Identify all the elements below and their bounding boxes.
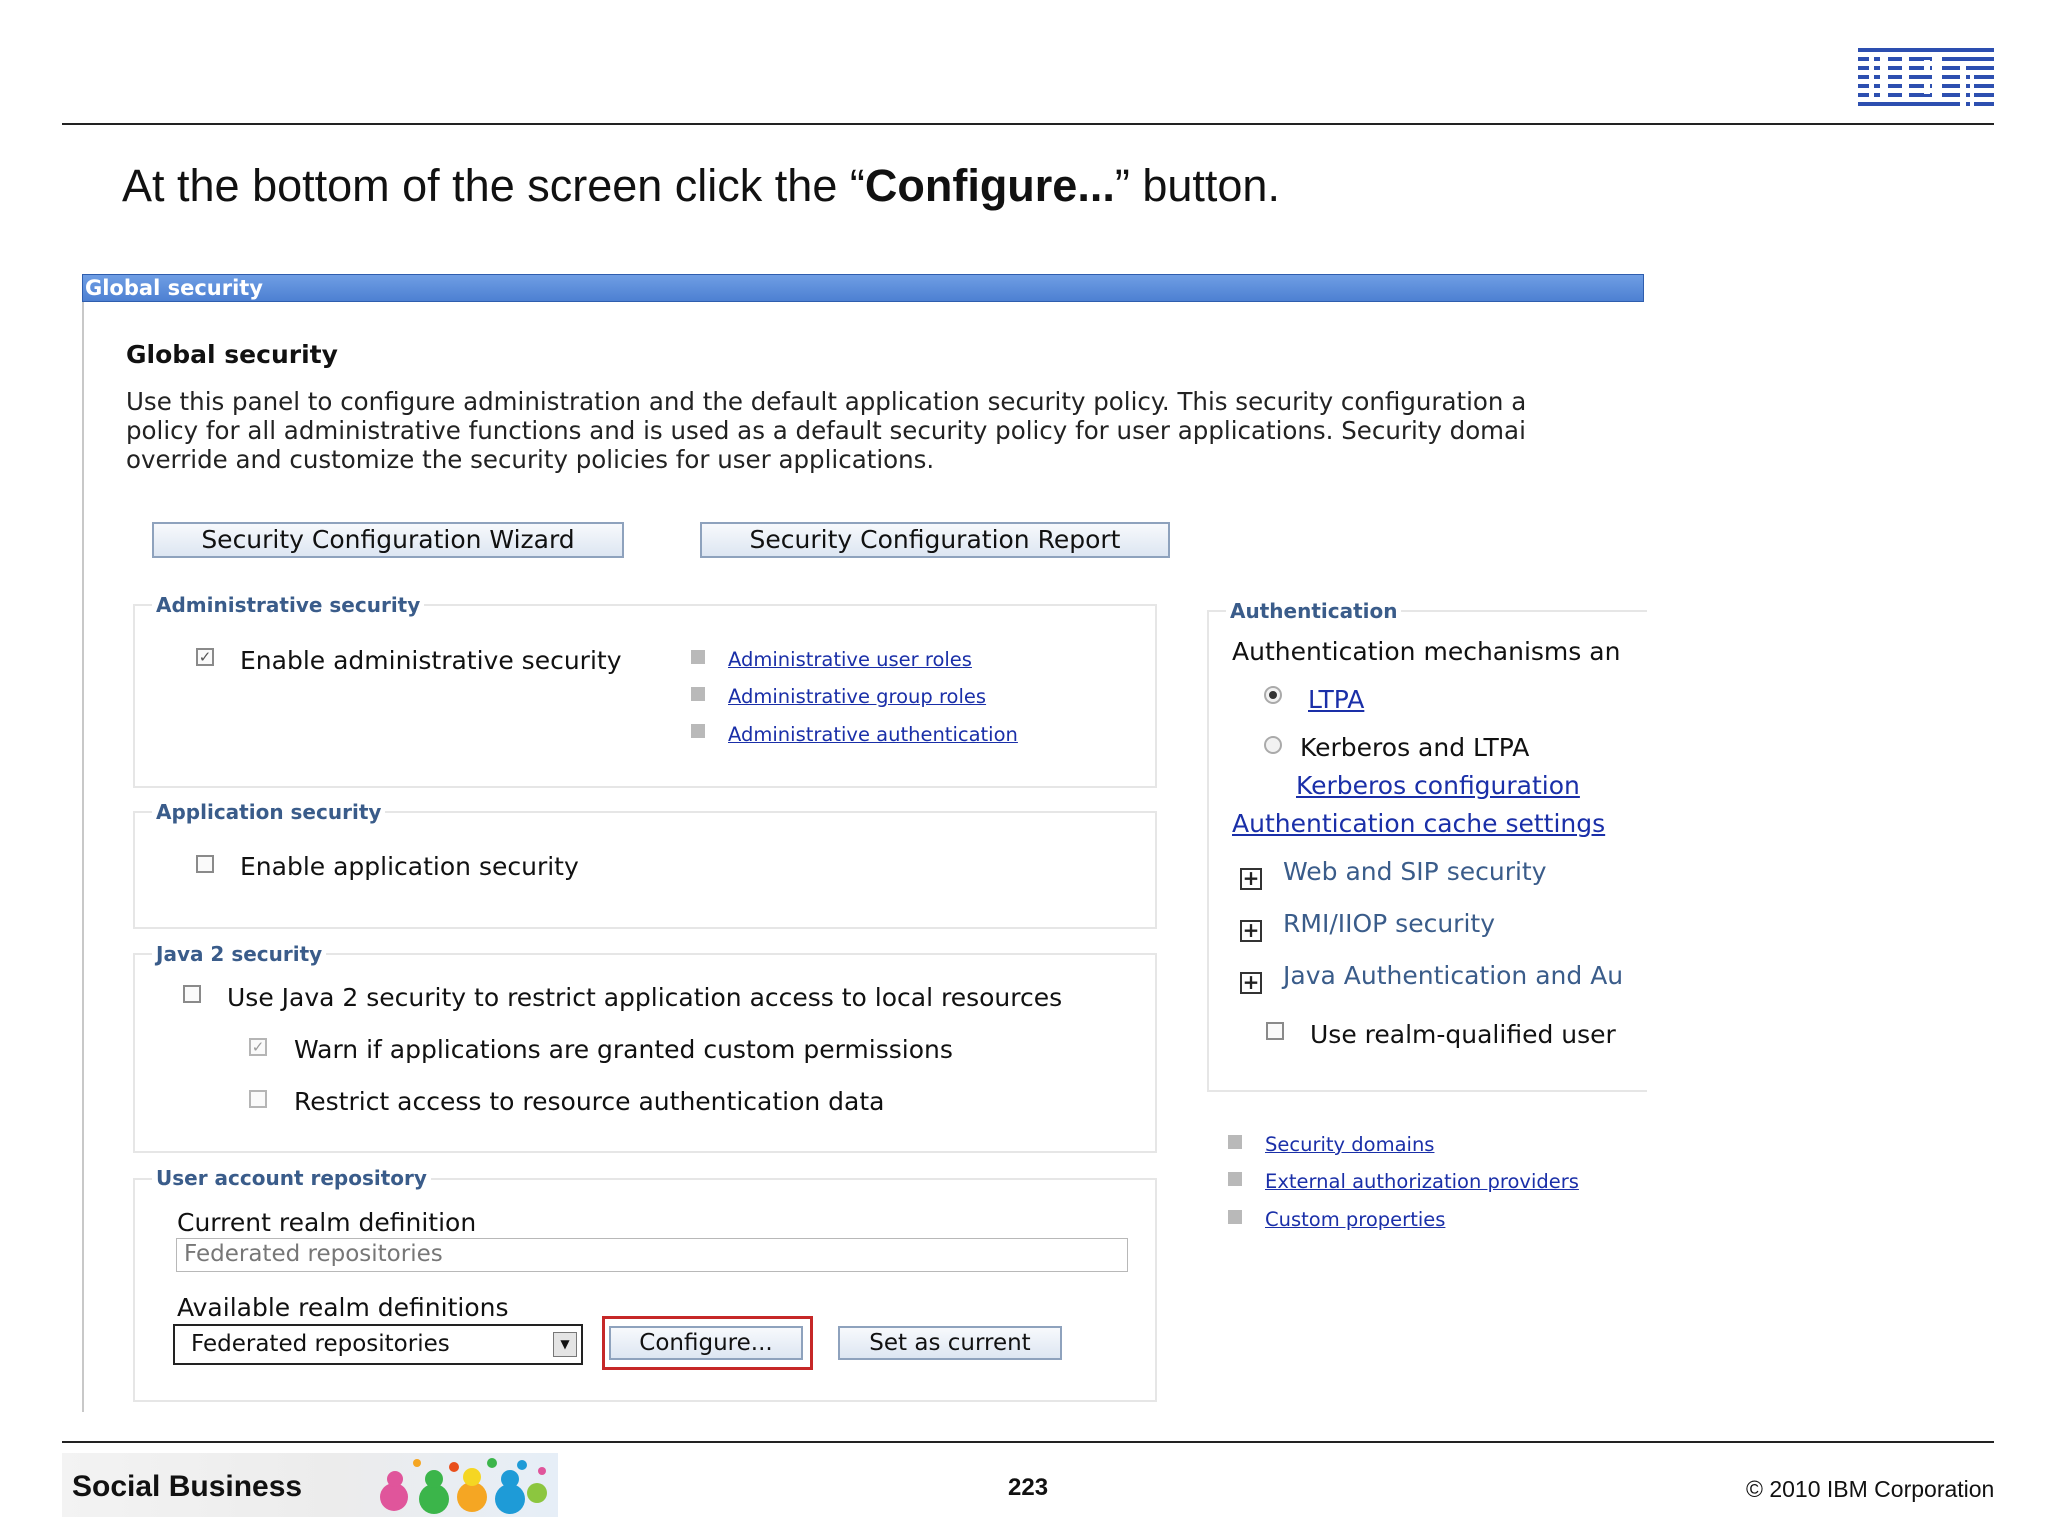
ltpa-radio[interactable] xyxy=(1264,686,1282,704)
application-security-legend: Application security xyxy=(152,800,385,824)
panel-border xyxy=(82,302,84,1412)
security-configuration-report-button[interactable]: Security Configuration Report xyxy=(700,522,1170,558)
enable-app-security-checkbox[interactable] xyxy=(196,855,214,873)
panel-description: Use this panel to configure administration and the default application security policy. This security configuration a policy for all administrative functions and is used as a default security policy for user applications. Security domai override and customize the security policies for user applications. xyxy=(126,387,1527,474)
ltpa-link[interactable]: LTPA xyxy=(1308,685,1365,714)
warn-custom-permissions-checkbox[interactable]: ✓ xyxy=(249,1038,267,1056)
restrict-auth-data-label: Restrict access to resource authentication data xyxy=(294,1087,885,1116)
administrative-security-legend: Administrative security xyxy=(152,593,424,617)
current-realm-label: Current realm definition xyxy=(177,1208,477,1237)
set-as-current-button[interactable]: Set as current xyxy=(838,1326,1062,1360)
copyright: © 2010 IBM Corporation xyxy=(1746,1476,1995,1502)
instruction-text: At the bottom of the screen click the “Configure...” button. xyxy=(122,160,1280,211)
use-java2-security-label: Use Java 2 security to restrict application access to local resources xyxy=(227,983,1063,1012)
bullet-icon xyxy=(691,724,705,738)
expand-plus-icon[interactable]: + xyxy=(1240,920,1262,942)
header-rule xyxy=(62,123,1994,125)
auth-mechanisms-label: Authentication mechanisms an xyxy=(1232,637,1621,666)
external-authorization-providers-link[interactable]: External authorization providers xyxy=(1265,1170,1579,1193)
kerberos-configuration-link[interactable]: Kerberos configuration xyxy=(1296,771,1580,800)
kerberos-ltpa-radio[interactable] xyxy=(1264,736,1282,754)
bullet-icon xyxy=(1228,1210,1242,1224)
use-java2-security-checkbox[interactable] xyxy=(183,985,201,1003)
available-realm-label: Available realm definitions xyxy=(177,1293,509,1322)
expand-plus-icon[interactable]: + xyxy=(1240,868,1262,890)
administrative-security-group xyxy=(133,604,1157,788)
security-domains-link[interactable]: Security domains xyxy=(1265,1133,1435,1156)
auth-cache-settings-link[interactable]: Authentication cache settings xyxy=(1232,809,1606,838)
realm-qualified-user-checkbox[interactable] xyxy=(1266,1022,1284,1040)
page-number: 223 xyxy=(1008,1474,1049,1501)
enable-app-security-label: Enable application security xyxy=(240,852,579,881)
web-sip-security-link[interactable]: Web and SIP security xyxy=(1283,857,1547,886)
java2-security-legend: Java 2 security xyxy=(152,942,326,966)
kerberos-ltpa-label: Kerberos and LTPA xyxy=(1300,733,1530,762)
enable-admin-security-checkbox[interactable]: ✓ xyxy=(196,648,214,666)
bullet-icon xyxy=(1228,1135,1242,1149)
bullet-icon xyxy=(1228,1172,1242,1186)
security-configuration-wizard-button[interactable]: Security Configuration Wizard xyxy=(152,522,624,558)
authentication-legend: Authentication xyxy=(1226,599,1401,623)
admin-authentication-link[interactable]: Administrative authentication xyxy=(728,723,1018,746)
java-authentication-link[interactable]: Java Authentication and Au xyxy=(1283,961,1624,990)
bullet-icon xyxy=(691,687,705,701)
current-realm-field: Federated repositories xyxy=(176,1238,1128,1272)
configure-button[interactable]: Configure... xyxy=(609,1326,803,1360)
panel-titlebar: Global security xyxy=(82,274,1644,302)
page-title: Global security xyxy=(126,340,338,369)
custom-properties-link[interactable]: Custom properties xyxy=(1265,1208,1446,1231)
restrict-auth-data-checkbox[interactable] xyxy=(249,1090,267,1108)
realm-qualified-user-label: Use realm-qualified user xyxy=(1310,1020,1616,1049)
available-realm-select[interactable]: Federated repositories ▼ xyxy=(173,1324,583,1365)
user-account-repository-legend: User account repository xyxy=(152,1166,431,1190)
rmi-iiop-security-link[interactable]: RMI/IIOP security xyxy=(1283,909,1495,938)
footer-rule xyxy=(62,1441,1994,1443)
footer-banner-text: Social Business xyxy=(72,1470,303,1503)
bullet-icon xyxy=(691,650,705,664)
ibm-logo xyxy=(1858,48,1994,106)
chevron-down-icon[interactable]: ▼ xyxy=(553,1332,577,1357)
admin-group-roles-link[interactable]: Administrative group roles xyxy=(728,685,987,708)
admin-user-roles-link[interactable]: Administrative user roles xyxy=(728,648,972,671)
expand-plus-icon[interactable]: + xyxy=(1240,972,1262,994)
enable-admin-security-label: Enable administrative security xyxy=(240,646,622,675)
warn-custom-permissions-label: Warn if applications are granted custom permissions xyxy=(294,1035,953,1064)
